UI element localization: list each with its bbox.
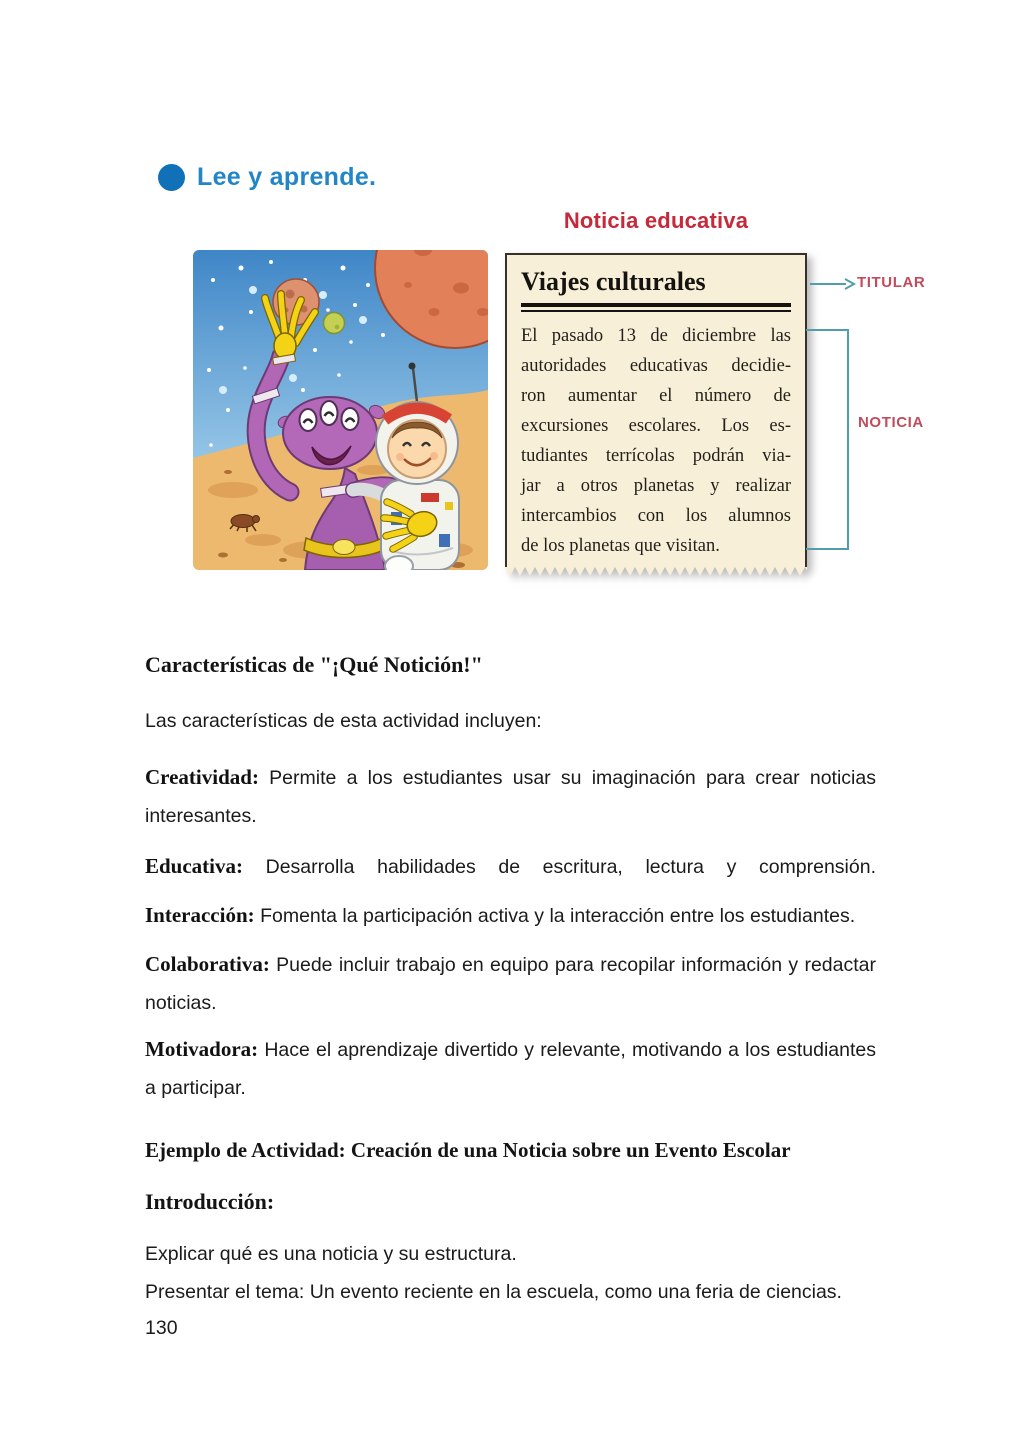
news-line: tudiantes terrícolas podrán via- (521, 446, 791, 466)
figure-caption: Noticia educativa (563, 208, 749, 233)
intro-step: Presentar el tema: Un evento reciente en la escuela, como una feria de ciencias. (145, 1281, 842, 1303)
news-line: El pasado 13 de diciembre las (521, 326, 791, 346)
headline-rule (521, 303, 791, 312)
feature-text: Hace el aprendizaje divertido y relevante, motivando a los estudiantes a participar. (145, 1039, 877, 1099)
feature-item-creatividad (145, 758, 876, 835)
feature-label: Motivadora: (145, 1037, 259, 1061)
newspaper-clipping (505, 253, 807, 576)
feature-text: Desarrolla habilidades de escritura, lectura y comprensión. (265, 856, 876, 878)
feature-item-colaborativa (145, 945, 876, 1022)
news-line: intercambios con los alumnos (521, 506, 791, 526)
news-line: excursiones escolares. Los es- (521, 416, 791, 436)
feature-label: Educativa: (145, 854, 244, 878)
news-line: ron aumentar el número de (521, 386, 791, 406)
page-number: 130 (145, 1317, 178, 1339)
news-line: autoridades educativas decidie- (521, 356, 791, 376)
intro-step: Explicar qué es una noticia y su estructura. (145, 1243, 517, 1265)
feature-item-interaccion (145, 896, 876, 935)
bullet-circle-icon (158, 164, 185, 191)
feature-label: Creatividad: (145, 765, 259, 789)
titular-label: TITULAR (857, 274, 926, 291)
feature-text: Fomenta la participación activa y la interacción entre los estudiantes. (260, 905, 856, 927)
noticia-bracket-icon (806, 328, 852, 552)
mars-scene-illustration (193, 250, 488, 570)
characteristics-title: Características de "¡Qué Notición!" (145, 652, 483, 677)
titular-arrow-icon (810, 277, 856, 291)
noticia-label: NOTICIA (858, 414, 924, 431)
lee-y-aprende-header (158, 163, 376, 192)
header-label: Lee y aprende. (197, 163, 377, 191)
intro-line: Las características de esta actividad incluyen: (145, 710, 542, 732)
feature-item-educativa (145, 847, 876, 886)
newspaper-body (505, 253, 807, 567)
news-line: de los planetas que visitan. (521, 536, 720, 556)
newspaper-headline: Viajes culturales (521, 267, 706, 296)
news-line: jar a otros planetas y realizar (521, 476, 791, 496)
feature-item-motivadora (145, 1030, 876, 1107)
example-title: Ejemplo de Actividad: Creación de una Noticia sobre un Evento Escolar (145, 1138, 791, 1162)
introduction-title: Introducción: (145, 1189, 275, 1214)
feature-text: Permite a los estudiantes usar su imaginación para crear noticias interesantes. (145, 767, 876, 827)
feature-label: Interacción: (145, 903, 255, 927)
torn-edge (505, 567, 807, 576)
feature-text: Puede incluir trabajo en equipo para recopilar información y redactar noticias. (145, 954, 876, 1014)
text-column (145, 650, 876, 1345)
feature-label: Colaborativa: (145, 952, 270, 976)
